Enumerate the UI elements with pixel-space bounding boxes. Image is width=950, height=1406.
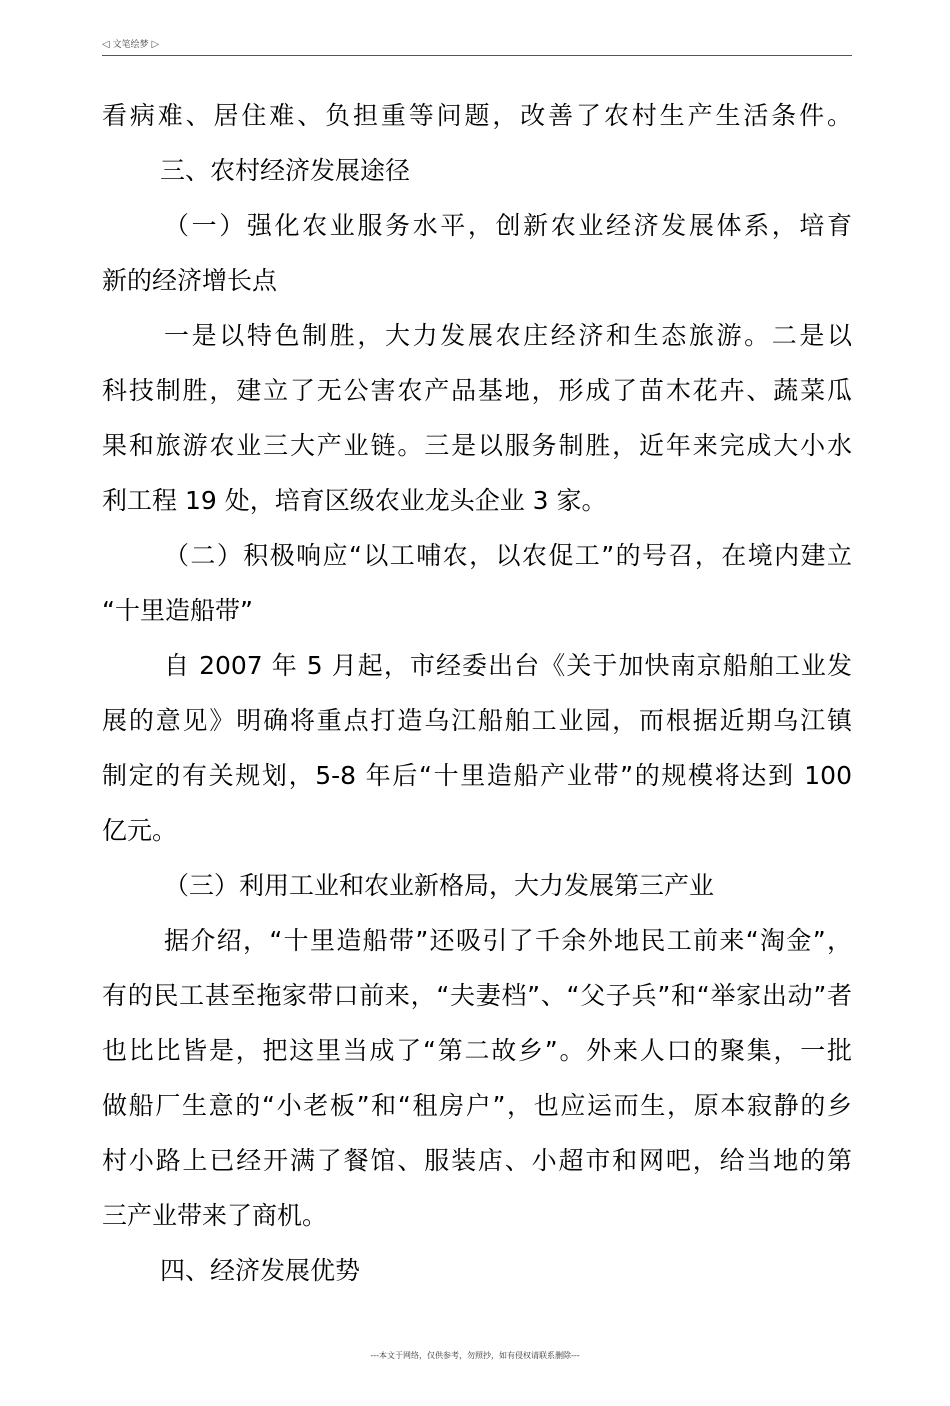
paragraph-line: 做船厂生意的“小老板”和“租房户”，也应运而生，原本寂静的乡 (102, 1091, 852, 1120)
paragraph-line: 也比比皆是，把这里当成了“第二故乡”。外来人口的聚集，一批 (102, 1036, 852, 1065)
subsection-heading: （三）利用工业和农业新格局，大力发展第三产业 (164, 871, 715, 900)
subsection-heading-cont: 新的经济增长点 (102, 266, 278, 295)
paragraph-line: 利工程 19 处，培育区级农业龙头企业 3 家。 (102, 486, 607, 515)
text-line: 看病难、居住难、负担重等问题，改善了农村生产生活条件。 (102, 101, 852, 130)
paragraph-line: 三产业带来了商机。 (102, 1201, 328, 1230)
paragraph-line: 亿元。 (102, 816, 178, 845)
page-footer: ---本文于网络，仅供参考，勿照抄，如有侵权请联系删除--- (370, 1351, 580, 1360)
paragraph-line: 果和旅游农业三大产业链。三是以服务制胜，近年来完成大小水 (102, 431, 852, 460)
paragraph-line: 据介绍，“十里造船带”还吸引了千余外地民工前来“淘金”， (164, 926, 852, 955)
subsection-heading: （二）积极响应“以工哺农，以农促工”的号召，在境内建立 (164, 541, 852, 570)
paragraph-line: 村小路上已经开满了餐馆、服装店、小超市和网吧，给当地的第 (102, 1146, 852, 1175)
paragraph-line: 科技制胜，建立了无公害农产品基地，形成了苗木花卉、蔬菜瓜 (102, 376, 852, 405)
document-body (102, 88, 852, 1298)
left-triangle-icon: ◁ (102, 39, 110, 50)
header-title: 文笔绘梦 (112, 40, 149, 50)
section-heading: 三、农村经济发展途径 (160, 156, 411, 185)
subsection-heading: （一）强化农业服务水平，创新农业经济发展体系，培育 (164, 211, 852, 240)
page-header (102, 38, 852, 56)
paragraph-line: 自 2007 年 5 月起，市经委出台《关于加快南京船舶工业发 (164, 651, 852, 680)
subsection-heading-cont: “十里造船带” (102, 596, 253, 625)
section-heading: 四、经济发展优势 (160, 1256, 361, 1285)
header-label (102, 38, 159, 52)
right-triangle-icon: ▷ (151, 39, 160, 50)
paragraph-line: 一是以特色制胜，大力发展农庄经济和生态旅游。二是以 (164, 321, 852, 350)
paragraph-line: 有的民工甚至拖家带口前来，“夫妻档”、“父子兵”和“举家出动”者 (102, 981, 852, 1010)
paragraph-line: 制定的有关规划，5-8 年后“十里造船产业带”的规模将达到 100 (102, 761, 852, 790)
paragraph-line: 展的意见》明确将重点打造乌江船舶工业园，而根据近期乌江镇 (102, 706, 852, 735)
